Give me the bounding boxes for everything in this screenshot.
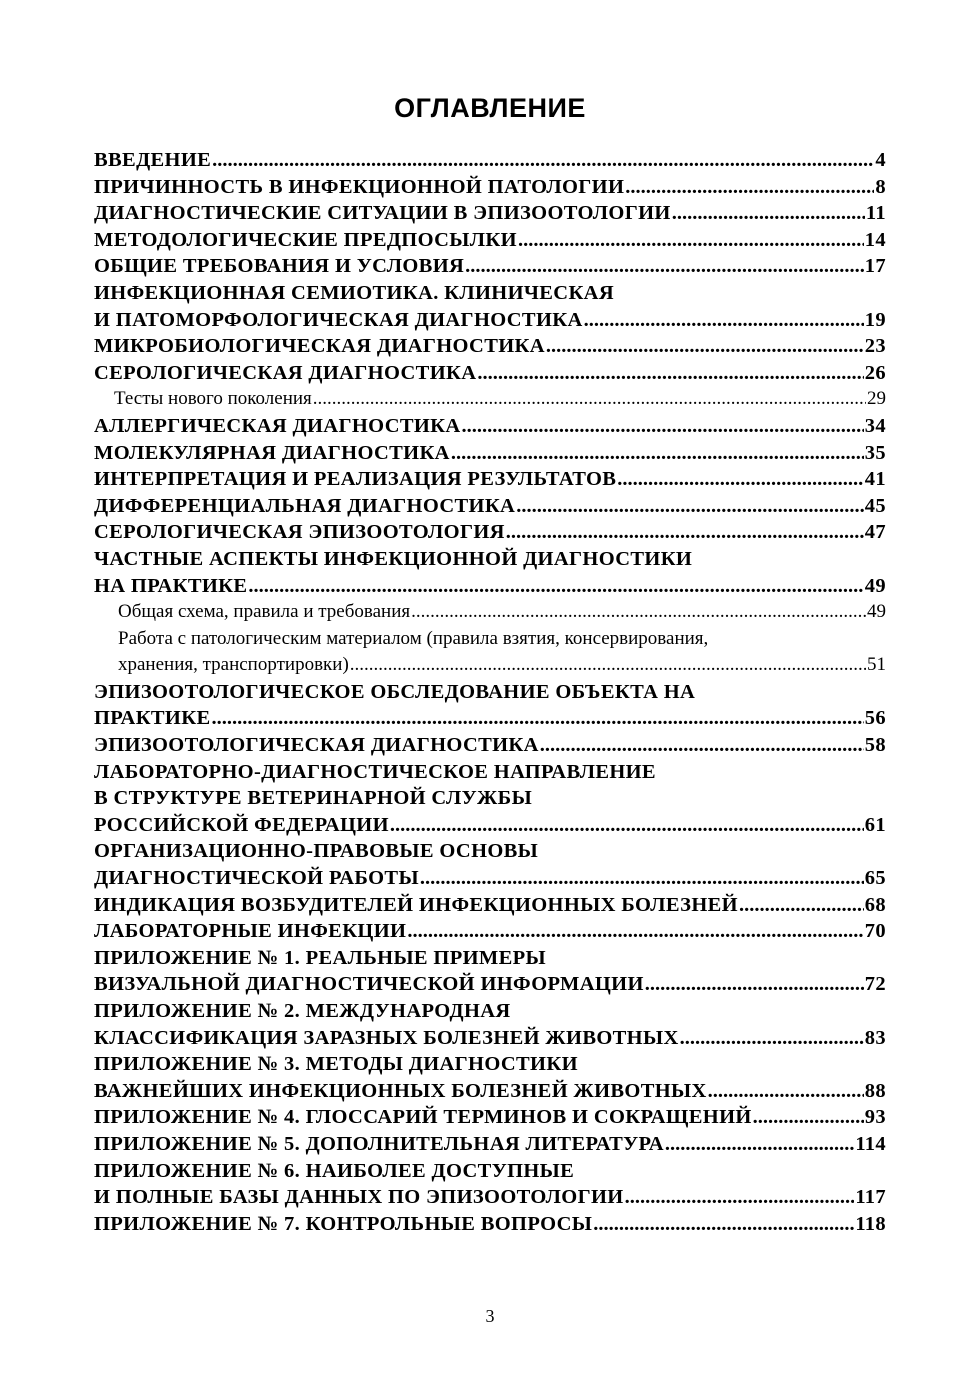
toc-entry[interactable] <box>94 892 886 919</box>
toc-entry-title: ЛАБОРАТОРНЫЕ ИНФЕКЦИИ <box>94 920 407 943</box>
toc-entry-continued[interactable] <box>94 1158 886 1185</box>
toc-leader-dots <box>451 440 864 467</box>
toc-entry-title: Общая схема, правила и требования <box>118 601 411 623</box>
toc-leader-dots <box>313 386 866 413</box>
toc-entry-title: ИНФЕКЦИОННАЯ СЕМИОТИКА. КЛИНИЧЕСКАЯ <box>94 281 614 304</box>
toc-page-number: 68 <box>864 893 886 916</box>
toc-page-number: 8 <box>875 175 886 198</box>
toc-entry[interactable] <box>94 812 886 839</box>
toc-leader-dots <box>211 705 863 732</box>
toc-page-number: 17 <box>864 255 886 278</box>
toc-page-number: 47 <box>864 521 886 544</box>
toc-entry-title: ПРИЛОЖЕНИЕ № 7. КОНТРОЛЬНЫЕ ВОПРОСЫ <box>94 1212 593 1235</box>
toc-entry[interactable] <box>94 705 886 732</box>
toc-entry-title: ОРГАНИЗАЦИОННО-ПРАВОВЫЕ ОСНОВЫ <box>94 840 539 863</box>
toc-leader-dots <box>212 147 874 174</box>
toc-page-number: 19 <box>864 308 886 331</box>
toc-leader-dots <box>350 652 866 679</box>
toc-entry-title: И ПАТОМОРФОЛОГИЧЕСКАЯ ДИАГНОСТИКА <box>94 308 583 331</box>
toc-entry-title: ПРИЛОЖЕНИЕ № 6. НАИБОЛЕЕ ДОСТУПНЫЕ <box>94 1159 575 1182</box>
toc-entry-continued[interactable] <box>94 280 886 307</box>
toc-entry[interactable] <box>94 865 886 892</box>
toc-entry-title: хранения, транспортировки) <box>118 654 349 676</box>
toc-leader-dots <box>739 892 864 919</box>
toc-entry-title: МЕТОДОЛОГИЧЕСКИЕ ПРЕДПОСЫЛКИ <box>94 228 517 251</box>
toc-leader-dots <box>625 1184 855 1211</box>
table-of-contents <box>94 147 886 1237</box>
toc-entry[interactable] <box>94 360 886 387</box>
toc-entry-title: ИНТЕРПРЕТАЦИЯ И РЕАЛИЗАЦИЯ РЕЗУЛЬТАТОВ <box>94 468 617 491</box>
toc-page-number: 11 <box>865 202 886 225</box>
toc-leader-dots <box>593 1211 854 1238</box>
toc-leader-dots <box>506 519 864 546</box>
toc-page-number: 51 <box>867 654 886 676</box>
toc-page-number: 49 <box>864 574 886 597</box>
toc-entry-title: ПРИЛОЖЕНИЕ № 2. МЕЖДУНАРОДНАЯ <box>94 1000 511 1022</box>
toc-entry-title: ИНДИКАЦИЯ ВОЗБУДИТЕЛЕЙ ИНФЕКЦИОННЫХ БОЛЕЗНЕЙ <box>94 893 738 916</box>
toc-entry[interactable] <box>94 732 886 759</box>
toc-leader-dots <box>477 360 863 387</box>
toc-leader-dots <box>672 200 865 227</box>
toc-page-number: 114 <box>855 1132 886 1155</box>
toc-entry-title: ВАЖНЕЙШИХ ИНФЕКЦИОННЫХ БОЛЕЗНЕЙ ЖИВОТНЫХ <box>94 1079 707 1102</box>
toc-entry-title: СЕРОЛОГИЧЕСКАЯ ДИАГНОСТИКА <box>94 361 477 384</box>
toc-entry-title: ДИФФЕРЕНЦИАЛЬНАЯ ДИАГНОСТИКА <box>94 494 516 517</box>
toc-entry-continued[interactable] <box>94 945 886 972</box>
toc-page-number: 29 <box>867 388 886 410</box>
toc-page-number: 70 <box>864 920 886 943</box>
toc-entry-title: ОБЩИЕ ТРЕБОВАНИЯ И УСЛОВИЯ <box>94 255 465 278</box>
toc-entry[interactable] <box>94 493 886 520</box>
toc-leader-dots <box>540 732 864 759</box>
toc-page-number: 65 <box>864 867 886 890</box>
toc-page-number: 14 <box>864 228 886 251</box>
toc-leader-dots <box>584 307 864 334</box>
toc-subentry-continued[interactable] <box>94 626 886 653</box>
toc-entry[interactable] <box>94 440 886 467</box>
toc-entry-continued[interactable] <box>94 998 886 1025</box>
toc-page-number: 61 <box>864 813 886 836</box>
toc-entry[interactable] <box>94 307 886 334</box>
toc-page-number: 58 <box>864 734 886 757</box>
toc-leader-dots <box>516 493 864 520</box>
toc-entry[interactable] <box>94 1184 886 1211</box>
toc-page-number: 117 <box>855 1186 886 1209</box>
toc-page-number: 41 <box>864 468 886 491</box>
toc-page-number: 34 <box>864 414 886 437</box>
toc-entry[interactable] <box>94 466 886 493</box>
toc-entry[interactable] <box>94 1025 886 1052</box>
toc-subentry[interactable] <box>94 599 886 626</box>
toc-entry-title: МИКРОБИОЛОГИЧЕСКАЯ ДИАГНОСТИКА <box>94 335 545 358</box>
page-title: ОГЛАВЛЕНИЕ <box>394 93 586 123</box>
toc-entry[interactable] <box>94 1078 886 1105</box>
toc-page-number: 35 <box>864 441 886 464</box>
toc-entry[interactable] <box>94 1211 886 1238</box>
toc-subentry[interactable] <box>94 652 886 679</box>
toc-page-number: 83 <box>864 1026 886 1049</box>
toc-page-number: 26 <box>864 361 886 384</box>
toc-entry-continued[interactable] <box>94 546 886 573</box>
toc-entry-title: АЛЛЕРГИЧЕСКАЯ ДИАГНОСТИКА <box>94 414 461 437</box>
toc-entry-continued[interactable] <box>94 759 886 786</box>
toc-entry-title: Работа с патологическим материалом (правила взятия, консервирования, <box>118 627 709 649</box>
toc-leader-dots <box>248 573 863 600</box>
toc-entry[interactable] <box>94 147 886 174</box>
toc-leader-dots <box>546 333 864 360</box>
toc-entry-title: И ПОЛНЫЕ БАЗЫ ДАННЫХ ПО ЭПИЗООТОЛОГИИ <box>94 1186 624 1209</box>
toc-entry[interactable] <box>94 971 886 998</box>
toc-entry-title: ДИАГНОСТИЧЕСКОЙ РАБОТЫ <box>94 867 419 890</box>
toc-leader-dots <box>420 865 864 892</box>
toc-entry-title: ЛАБОРАТОРНО-ДИАГНОСТИЧЕСКОЕ НАПРАВЛЕНИЕ <box>94 760 656 783</box>
page-number: 3 <box>485 1306 495 1326</box>
toc-page-number: 72 <box>864 973 886 996</box>
toc-leader-dots <box>390 812 864 839</box>
toc-entry-title: ЧАСТНЫЕ АСПЕКТЫ ИНФЕКЦИОННОЙ ДИАГНОСТИКИ <box>94 547 693 570</box>
toc-page-number: 88 <box>864 1079 886 1102</box>
toc-entry-continued[interactable] <box>94 679 886 706</box>
toc-entry-title: ПРИЛОЖЕНИЕ № 3. МЕТОДЫ ДИАГНОСТИКИ <box>94 1053 578 1076</box>
toc-entry-title: ПРАКТИКЕ <box>94 707 211 730</box>
toc-entry-title: ПРИЧИННОСТЬ В ИНФЕКЦИОННОЙ ПАТОЛОГИИ <box>94 175 625 198</box>
toc-entry-title: РОССИЙСКОЙ ФЕДЕРАЦИИ <box>94 813 389 836</box>
toc-page-number: 49 <box>867 601 886 623</box>
toc-page-number: 23 <box>864 335 886 358</box>
toc-entry[interactable] <box>94 253 886 280</box>
toc-entry-title: ПРИЛОЖЕНИЕ № 1. РЕАЛЬНЫЕ ПРИМЕРЫ <box>94 946 546 969</box>
toc-leader-dots <box>407 918 863 945</box>
toc-entry-continued[interactable] <box>94 1051 886 1078</box>
toc-entry-title: ВВЕДЕНИЕ <box>94 149 212 171</box>
toc-page-number: 93 <box>864 1106 886 1129</box>
toc-entry[interactable] <box>94 200 886 227</box>
toc-leader-dots <box>617 466 864 493</box>
toc-entry-title: ЭПИЗООТОЛОГИЧЕСКОЕ ОБСЛЕДОВАНИЕ ОБЪЕКТА НА <box>94 680 696 703</box>
toc-entry-title: ПРИЛОЖЕНИЕ № 5. ДОПОЛНИТЕЛЬНАЯ ЛИТЕРАТУРА <box>94 1132 664 1155</box>
toc-leader-dots <box>645 971 864 998</box>
toc-entry-title: СЕРОЛОГИЧЕСКАЯ ЭПИЗООТОЛОГИЯ <box>94 521 505 544</box>
toc-page-number: 118 <box>855 1212 886 1235</box>
toc-leader-dots <box>680 1025 864 1052</box>
toc-leader-dots <box>462 413 864 440</box>
toc-entry[interactable] <box>94 519 886 546</box>
toc-entry-title: В СТРУКТУРЕ ВЕТЕРИНАРНОЙ СЛУЖБЫ <box>94 787 533 810</box>
toc-page-number: 45 <box>864 494 886 517</box>
toc-leader-dots <box>625 174 874 201</box>
toc-entry[interactable] <box>94 1131 886 1158</box>
toc-leader-dots <box>518 227 864 254</box>
toc-entry[interactable] <box>94 413 886 440</box>
toc-entry-title: КЛАССИФИКАЦИЯ ЗАРАЗНЫХ БОЛЕЗНЕЙ ЖИВОТНЫХ <box>94 1026 679 1049</box>
toc-entry-title: ПРИЛОЖЕНИЕ № 4. ГЛОССАРИЙ ТЕРМИНОВ И СОКРАЩЕНИЙ <box>94 1106 752 1129</box>
toc-leader-dots <box>411 599 866 626</box>
toc-page-number: 4 <box>875 149 886 171</box>
toc-entry[interactable] <box>94 174 886 201</box>
toc-leader-dots <box>665 1131 854 1158</box>
toc-leader-dots <box>465 253 864 280</box>
toc-entry-title: НА ПРАКТИКЕ <box>94 574 248 597</box>
toc-entry-title: ДИАГНОСТИЧЕСКИЕ СИТУАЦИИ В ЭПИЗООТОЛОГИИ <box>94 202 671 225</box>
toc-leader-dots <box>708 1078 864 1105</box>
toc-entry-title: Тесты нового поколения <box>114 388 312 410</box>
toc-entry[interactable] <box>94 1104 886 1131</box>
toc-entry-title: ЭПИЗООТОЛОГИЧЕСКАЯ ДИАГНОСТИКА <box>94 734 539 757</box>
toc-entry-title: ВИЗУАЛЬНОЙ ДИАГНОСТИЧЕСКОЙ ИНФОРМАЦИИ <box>94 973 644 996</box>
toc-entry-continued[interactable] <box>94 785 886 812</box>
toc-entry-title: МОЛЕКУЛЯРНАЯ ДИАГНОСТИКА <box>94 441 450 464</box>
toc-entry[interactable] <box>94 333 886 360</box>
toc-page-number: 56 <box>864 707 886 730</box>
toc-leader-dots <box>753 1104 864 1131</box>
toc-entry-continued[interactable] <box>94 838 886 865</box>
toc-entry[interactable] <box>94 918 886 945</box>
toc-subentry[interactable] <box>94 386 886 413</box>
toc-entry[interactable] <box>94 227 886 254</box>
toc-entry[interactable] <box>94 573 886 600</box>
